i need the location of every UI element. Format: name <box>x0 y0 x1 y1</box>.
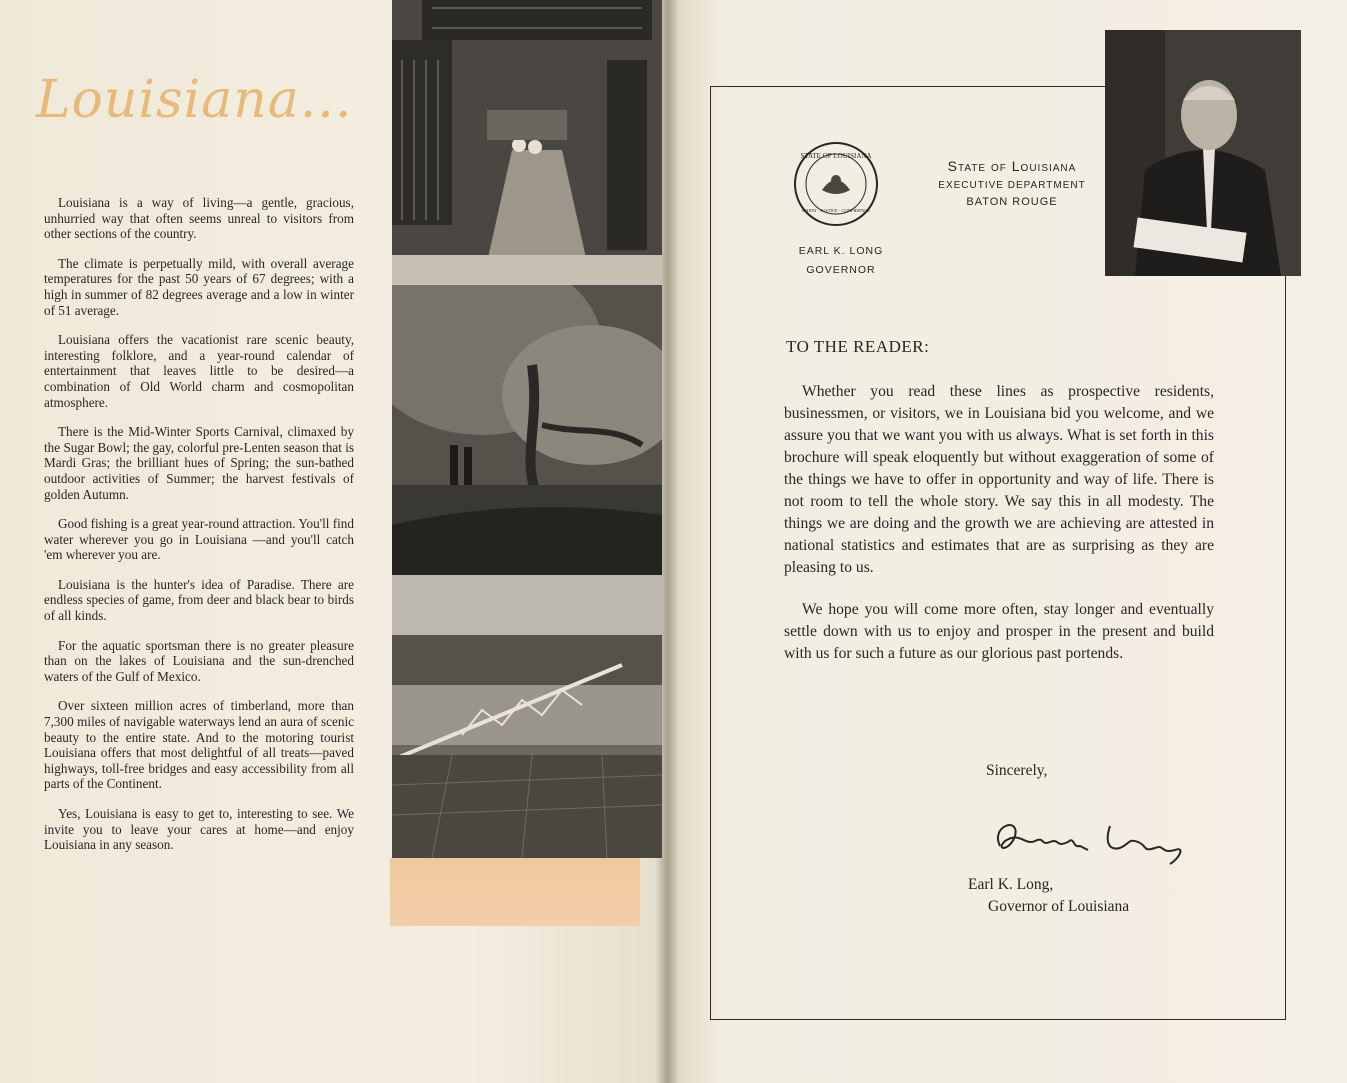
governor-block <box>786 242 896 280</box>
salutation: TO THE READER: <box>786 337 930 356</box>
peach-color-band <box>390 858 640 926</box>
governor-name: EARL K. LONG <box>798 245 884 257</box>
letter-paragraph: We hope you will come more often, stay longer and eventually settle down with us to enjoy and prosper in the present and build with us for such a future as our glorious past portends. <box>784 601 1214 662</box>
paragraph: Good fishing is a great year-round attraction. You'll find water wherever you go in Louisiana —and you'll catch 'em wherever you are. <box>44 516 354 563</box>
mansion-gate-photo <box>392 0 662 285</box>
letterhead <box>922 158 1102 208</box>
river-bridge-photo <box>392 575 662 858</box>
closing: Sincerely, <box>986 762 1048 779</box>
paragraph: Louisiana offers the vacationist rare scenic beauty, interesting folklore, and a year-round calendar of entertainment that leaves little to be desired—a combination of Old World charm and cosmopolitan atmosphere. <box>44 332 354 410</box>
letterhead-city: BATON ROUGE <box>966 196 1058 208</box>
letter-paragraph: Whether you read these lines as prospective residents, businessmen, or visitors, we in Louisiana bid you welcome, and we assure you that we want you with us always. What is set forth in this brochure will speak eloquently but without exaggeration of some of the things we have to offer in opportunity and way of life. There is not room to tell the whole story. We say this in all modesty. The things we are doing and the growth we are achieving are attested in national statistics and estimates that are as surprising as they are pleasing to us. <box>784 383 1214 576</box>
letter-body <box>784 381 1214 685</box>
signer-name: Earl K. Long, <box>968 876 1054 893</box>
paragraph: Over sixteen million acres of timberland, more than 7,300 miles of navigable waterways lend an aura of scenic beauty to the entire state. And to the motoring tourist Louisiana offers that most delightful of all treats—paved highways, toll-free bridges and easy accessibility from all parts of the Continent. <box>44 698 354 792</box>
oak-trees-photo <box>392 285 662 575</box>
paragraph: There is the Mid-Winter Sports Carnival, climaxed by the Sugar Bowl; the gay, colorful pre-Lenten season that is Mardi Gras; the brilliant hues of Spring; the sun-bathed outdoor activities of Summer; the harvest festivals of golden Autumn. <box>44 424 354 502</box>
left-page-text <box>44 195 354 867</box>
paragraph: The climate is perpetually mild, with overall average temperatures for the past 50 years of 67 degrees; with a high in summer of 82 degrees average and a low in winter of 51 average. <box>44 255 354 318</box>
paragraph: Yes, Louisiana is easy to get to, interesting to see. We invite you to leave your cares at home—and enjoy Louisiana in any season. <box>44 806 354 853</box>
paragraph: Louisiana is a way of living—a gentle, gracious, unhurried way that often seems unreal to visitors from other sections of the country. <box>44 195 354 242</box>
letterhead-state: State of Louisiana <box>947 158 1077 174</box>
paragraph: For the aquatic sportsman there is no greater pleasure than on the lakes of Louisiana and the sun-drenched waters of the Gulf of Mexico. <box>44 637 354 684</box>
handwritten-signature <box>980 806 1220 866</box>
signer-title: Governor of Louisiana <box>988 898 1130 915</box>
louisiana-script-title: Louisiana... <box>36 70 353 130</box>
seal-text: STATE OF LOUISIANA <box>800 152 872 160</box>
seal-motto: UNION · JUSTICE · CONFIDENCE <box>802 208 870 213</box>
governor-portrait <box>1105 30 1301 276</box>
governor-title: GOVERNOR <box>806 264 876 276</box>
paragraph: Louisiana is the hunter's idea of Paradise. There are endless species of game, from deer and black bear to birds of all kinds. <box>44 576 354 624</box>
letterhead-department: EXECUTIVE DEPARTMENT <box>938 180 1086 191</box>
state-seal-icon <box>792 140 880 228</box>
